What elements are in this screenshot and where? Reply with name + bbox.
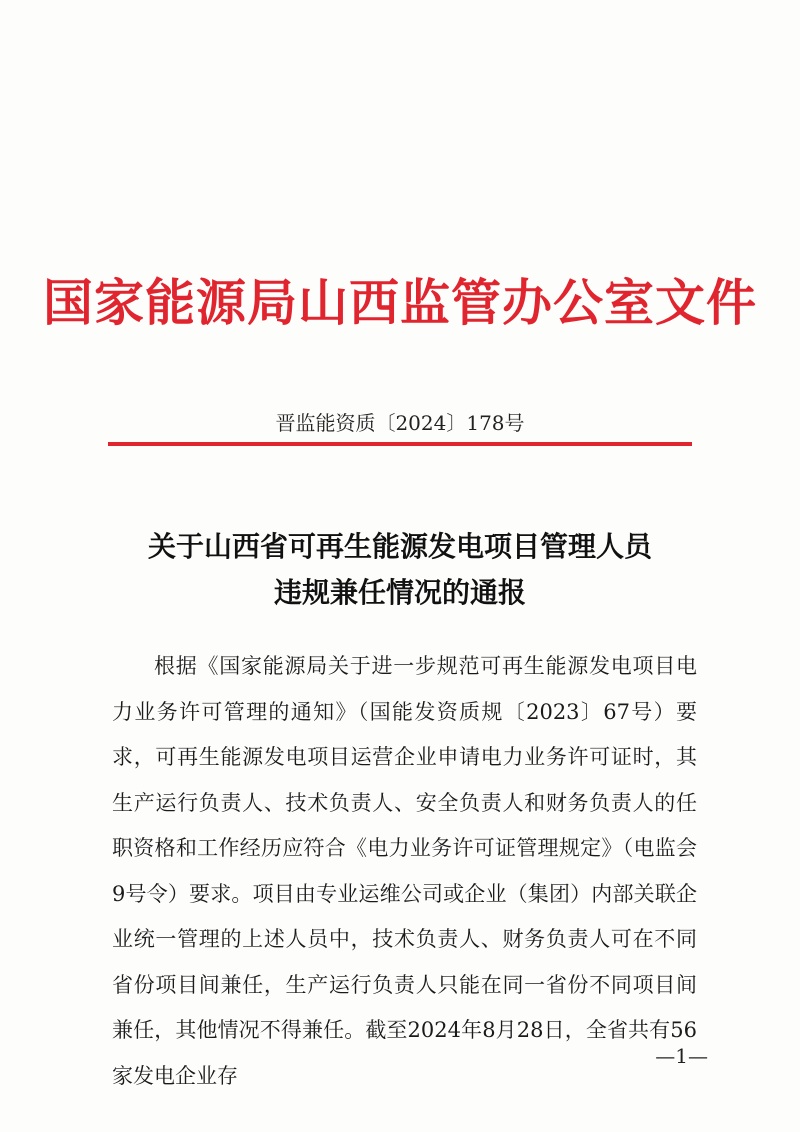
body-paragraph: 根据《国家能源局关于进一步规范可再生能源发电项目电力业务许可管理的通知》（国能发资质规〔2023〕67号）要求，可再生能源发电项目运营企业申请电力业务许可证时，其生产运行负责人、技术负责人、安全负责人和财务负责人的任职资格和工作经历应符合《电力业务许可证管理规定》（电监会9号令）要求。项目由专业运维公司或企业（集团）内部关联企业统一管理的上述人员中，技术负责人、财务负责人可在不同省份项目间兼任，生产运行负责人只能在同一省份不同项目间兼任，其他情况不得兼任。截至2024年8月28日，全省共有56家发电企业存 [112, 654, 697, 1088]
document-title-line-1: 关于山西省可再生能源发电项目管理人员 [147, 530, 652, 563]
red-separator-line [108, 442, 692, 446]
document-title-line-2: 违规兼任情况的通报 [273, 576, 526, 609]
document-number: 晋监能资质〔2024〕178号 [275, 411, 525, 435]
document-title [0, 524, 800, 616]
issuer-header: 国家能源局山西监管办公室文件 [43, 273, 757, 332]
page-number: —1— [655, 1044, 708, 1068]
